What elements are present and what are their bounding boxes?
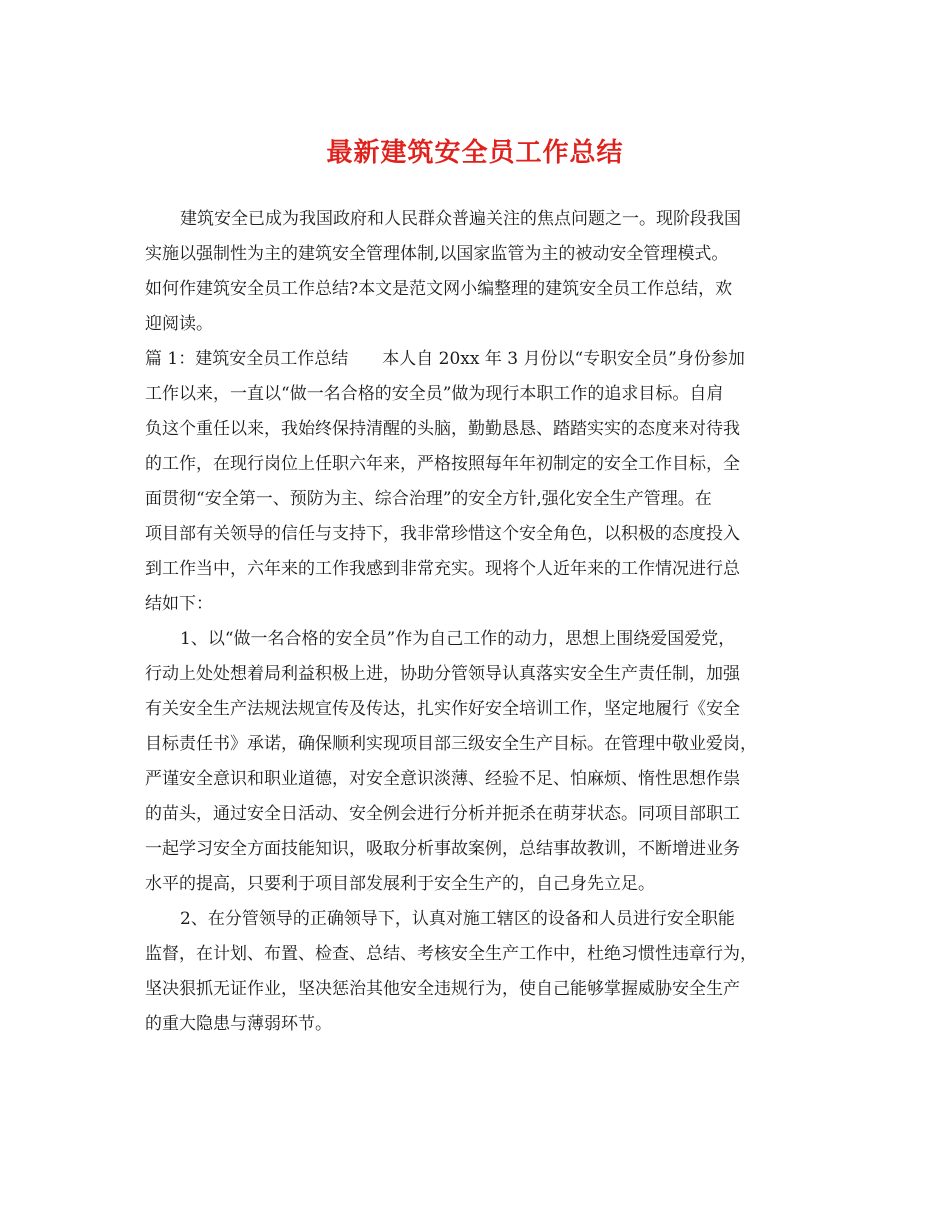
text-line: 结如下： bbox=[145, 594, 213, 614]
text-line: 实施以强制性为主的建筑安全管理体制,以国家监管为主的被动安全管理模式。 bbox=[145, 244, 729, 264]
text-line: 一起学习安全方面技能知识，吸取分析事故案例，总结事故教训，不断增进业务 bbox=[145, 839, 740, 859]
text-line: 工作以来，一直以“做一名合格的安全员”做为现行本职工作的追求目标。自肩 bbox=[145, 384, 724, 404]
text-line: 迎阅读。 bbox=[145, 314, 213, 334]
text-line: 到工作当中，六年来的工作我感到非常充实。现将个人近年来的工作情况进行总 bbox=[145, 559, 740, 579]
text-line: 有关安全生产法规法规宣传及传达，扎实作好安全培训工作，坚定地履行《安全 bbox=[145, 699, 740, 719]
text-line: 1、以“做一名合格的安全员”作为自己工作的动力，思想上围绕爱国爱党， bbox=[180, 629, 736, 649]
text-line: 面贯彻“安全第一、预防为主、综合治理”的安全方针,强化安全生产管理。在 bbox=[145, 489, 712, 509]
text-line: 坚决狠抓无证作业，坚决惩治其他安全违规行为，使自己能够掌握威胁安全生产 bbox=[145, 979, 740, 999]
document-title: 最新建筑安全员工作总结 bbox=[326, 138, 624, 168]
text-line: 目标责任书》承诺，确保顺利实现项目部三级安全生产目标。在管理中敬业爱岗， bbox=[145, 734, 757, 754]
text-line: 监督，在计划、布置、检查、总结、考核安全生产工作中，杜绝习惯性违章行为， bbox=[145, 944, 757, 964]
text-line: 的苗头，通过安全日活动、安全例会进行分析并扼杀在萌芽状态。同项目部职工 bbox=[145, 804, 740, 824]
text-line: 篇 1：建筑安全员工作总结 本人自 20xx 年 3 月份以“专职安全员”身份参加 bbox=[145, 349, 745, 369]
document-body bbox=[145, 202, 815, 1042]
text-line: 负这个重任以来，我始终保持清醒的头脑，勤勤恳恳、踏踏实实的态度来对待我 bbox=[145, 419, 740, 439]
text-line: 行动上处处想着局利益积极上进，协助分管领导认真落实安全生产责任制，加强 bbox=[145, 664, 740, 684]
text-line: 2、在分管领导的正确领导下，认真对施工辖区的设备和人员进行安全职能 bbox=[180, 909, 735, 929]
text-line: 如何作建筑安全员工作总结?本文是范文网小编整理的建筑安全员工作总结，欢 bbox=[145, 279, 733, 299]
text-line: 的重大隐患与薄弱环节。 bbox=[145, 1014, 332, 1034]
text-line: 项目部有关领导的信任与支持下，我非常珍惜这个安全角色，以积极的态度投入 bbox=[145, 524, 740, 544]
text-line: 严谨安全意识和职业道德，对安全意识淡薄、经验不足、怕麻烦、惰性思想作祟 bbox=[145, 769, 740, 789]
text-line: 水平的提高，只要利于项目部发展利于安全生产的，自己身先立足。 bbox=[145, 874, 655, 894]
text-line: 建筑安全已成为我国政府和人民群众普遍关注的焦点问题之一。现阶段我国 bbox=[180, 209, 741, 229]
text-line: 的工作，在现行岗位上任职六年来，严格按照每年年初制定的安全工作目标，全 bbox=[145, 454, 740, 474]
